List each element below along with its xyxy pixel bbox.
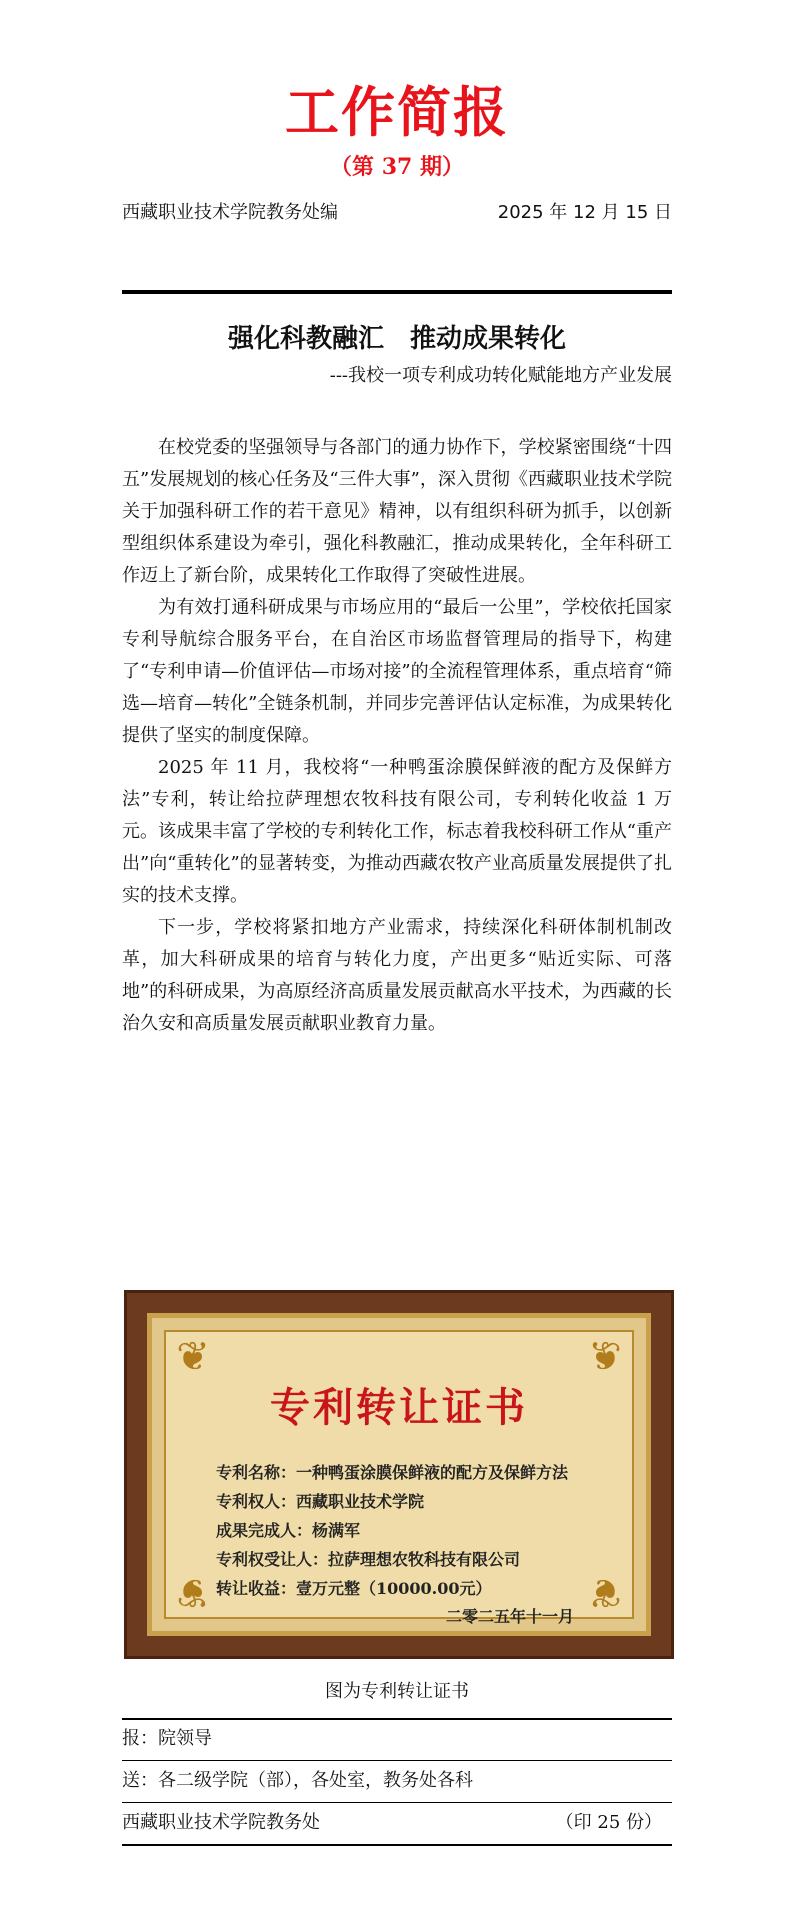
certificate-image [124, 1290, 674, 1659]
certificate-inventor: 成果完成人：杨满军 [216, 1521, 361, 1540]
ornament-bottom-right-icon: ❦ [588, 1569, 622, 1615]
footer-send-to: 送：各二级学院（部），各处室，教务处各科 [122, 1770, 473, 1791]
image-caption: 图为专利转让证书 [325, 1681, 469, 1702]
certificate-frame [147, 1313, 651, 1636]
article-subheadline: ---我校一项专利成功转化赋能地方产业发展 [329, 365, 672, 386]
footer-office: 西藏职业技术学院教务处 [122, 1812, 320, 1833]
ornament-top-left-icon: ❦ [176, 1334, 210, 1380]
certificate-patent-holder: 专利权人：西藏职业技术学院 [216, 1492, 425, 1511]
ornament-top-right-icon: ❦ [588, 1334, 622, 1380]
issue-number: （第 37 期） [330, 154, 464, 180]
certificate-assignee: 专利权受让人：拉萨理想农牧科技有限公司 [216, 1550, 521, 1569]
issue-date: 2025 年 12 月 15 日 [497, 202, 672, 223]
paragraph-1: 在校党委的坚强领导与各部门的通力协作下，学校紧密围绕“十四五”发展规划的核心任务及“三件大事”，深入贯彻《西藏职业技术学院关于加强科研工作的若干意见》精神，以有组织科研为抓手，以创新型组织体系建设为牵引，强化科教融汇，推动成果转化，全年科研工作迈上了新台阶，成果转化工作取得了突破性进展。 [122, 437, 672, 586]
paragraph-4: 下一步，学校将紧扣地方产业需求，持续深化科研体制机制改革，加大科研成果的培育与转化力度，产出更多“贴近实际、可落地”的科研成果，为高原经济高质量发展贡献高水平技术，为西藏的长治久安和高质量发展贡献职业教育力量。 [122, 917, 672, 1034]
certificate-date: 二零二五年十一月 [445, 1607, 574, 1626]
paragraph-2: 为有效打通科研成果与市场应用的“最后一公里”，学校依托国家专利导航综合服务平台，在自治区市场监督管理局的指导下，构建了“专利申请—价值评估—市场对接”的全流程管理体系，重点培育“筛选—培育—转化”全链条机制，并同步完善评估认定标准，为成果转化提供了坚实的制度保障。 [122, 597, 672, 746]
footer-rule-bottom [122, 1844, 672, 1846]
certificate-patent-name: 专利名称：一种鸭蛋涂膜保鲜液的配方及保鲜方法 [216, 1463, 569, 1482]
article-body [122, 432, 672, 1040]
ornament-bottom-left-icon: ❦ [176, 1569, 210, 1615]
issuer-label: 西藏职业技术学院教务处编 [122, 202, 338, 223]
footer-report-to: 报：院领导 [122, 1728, 212, 1749]
paragraph-3: 2025 年 11 月，我校将“一种鸭蛋涂膜保鲜液的配方及保鲜方法”专利，转让给拉萨理想农牧科技有限公司，专利转化收益 1 万元。该成果丰富了学校的专利转化工作，标志着我校科研工作从“重产出”向“重转化”的显著转变，为推动西藏农牧产业高质量发展提供了扎实的技术支撑。 [122, 757, 672, 906]
certificate-title: 专利转让证书 [270, 1384, 528, 1431]
footer-rule-1 [122, 1760, 672, 1761]
footer-rule-top [122, 1718, 672, 1720]
certificate-paper [164, 1330, 634, 1626]
footer-rule-2 [122, 1802, 672, 1803]
article-headline: 强化科教融汇 推动成果转化 [227, 324, 566, 354]
newsletter-title: 工作简报 [285, 81, 509, 144]
header-divider [122, 290, 672, 294]
footer-copies: （印 25 份） [555, 1812, 662, 1833]
certificate-revenue: 转让收益：壹万元整（10000.00元） [216, 1579, 492, 1598]
